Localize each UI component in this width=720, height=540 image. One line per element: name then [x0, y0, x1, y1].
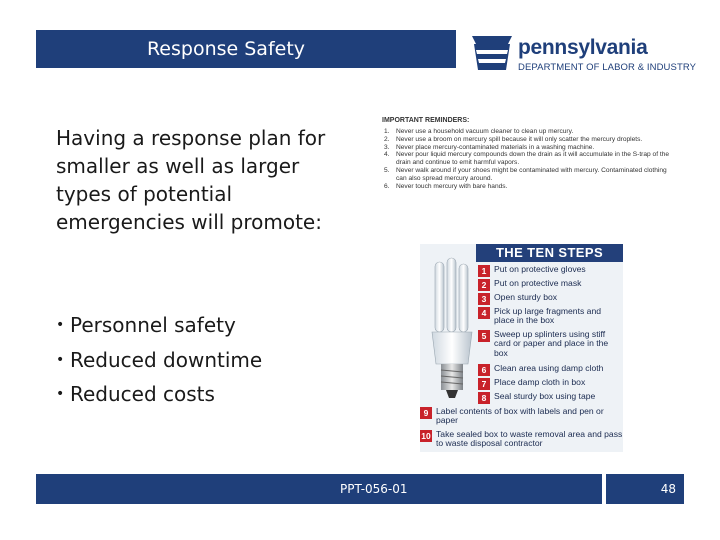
benefit-list — [56, 308, 262, 412]
step-item — [478, 330, 623, 358]
reminder-number: 3. — [384, 143, 390, 151]
step-number: 8 — [478, 392, 490, 404]
reminders-list — [380, 128, 672, 190]
step-text: Put on protective mask — [494, 278, 582, 288]
list-item: • Reduced costs — [56, 377, 262, 412]
step-text: Take sealed box to waste removal area and pass to waste disposal contractor — [436, 429, 623, 449]
list-item — [380, 144, 672, 152]
reminder-text: Never use a household vacuum cleaner to clean up mercury. — [396, 128, 574, 135]
step-text: Pick up large fragments and place in the box — [494, 306, 602, 326]
cfl-bulb-icon — [426, 256, 478, 406]
step-text: Label contents of box with labels and pen or paper — [436, 406, 604, 426]
list-item — [380, 128, 672, 136]
step-text: Seal sturdy box using tape — [494, 391, 596, 401]
step-number: 3 — [478, 293, 490, 305]
reminder-text: Never place mercury-contaminated materials in a washing machine. — [396, 143, 595, 151]
intro-text: Having a response plan for smaller as well as larger types of potential emergencies will promote: — [56, 126, 326, 234]
important-reminders-panel — [380, 117, 672, 217]
footer-document-code: PPT-056-01 — [340, 482, 408, 496]
step-text: Sweep up splinters using stiff card or paper and place in the box — [494, 329, 609, 358]
step-item — [478, 392, 623, 404]
list-item — [380, 151, 672, 167]
step-number: 6 — [478, 364, 490, 376]
step-number: 2 — [478, 279, 490, 291]
step-item — [478, 265, 623, 277]
list-item: • Personnel safety — [56, 308, 262, 343]
logo-subtitle: DEPARTMENT OF LABOR & INDUSTRY — [518, 62, 697, 73]
ten-steps-title: THE TEN STEPS — [476, 244, 623, 262]
reminder-text: Never walk around if your shoes might be contaminated with mercury. Contaminated clothing can also spread mercury around. — [396, 166, 667, 182]
step-item — [478, 378, 623, 390]
list-item — [380, 183, 672, 191]
step-text: Place damp cloth in box — [494, 377, 586, 387]
ten-steps-panel — [420, 244, 623, 452]
slide-title-bar — [36, 30, 456, 68]
reminder-number: 5. — [384, 166, 390, 174]
step-number: 9 — [420, 407, 432, 419]
step-item — [478, 364, 623, 376]
logo-wordmark: pennsylvania — [518, 36, 648, 59]
reminder-number: 4. — [384, 151, 390, 159]
list-item: • Reduced downtime — [56, 343, 262, 378]
step-item — [420, 430, 623, 449]
reminder-number: 2. — [384, 135, 390, 143]
reminder-number: 6. — [384, 182, 390, 190]
reminder-number: 1. — [384, 128, 390, 135]
footer-bar — [36, 474, 602, 504]
step-number: 1 — [478, 265, 490, 277]
slide-number: 48 — [606, 474, 684, 504]
step-item — [420, 407, 623, 426]
slide-title: Response Safety — [146, 38, 306, 60]
step-item — [478, 293, 623, 305]
step-number: 10 — [421, 431, 431, 441]
reminder-text: Never use a broom on mercury spill because it will only scatter the mercury droplets. — [396, 135, 643, 143]
step-text: Put on protective gloves — [494, 264, 586, 274]
step-number: 4 — [478, 307, 490, 319]
step-number: 5 — [478, 330, 490, 342]
step-number: 7 — [478, 378, 490, 390]
list-item — [380, 136, 672, 144]
step-text: Open sturdy box — [494, 292, 558, 302]
reminder-text: Never pour liquid mercury compounds down the drain as it will accumulate in the S-trap of the drain and continue to emit harmful vapors. — [396, 151, 670, 167]
step-item — [478, 307, 623, 326]
reminders-heading: IMPORTANT REMINDERS: — [382, 117, 470, 124]
step-text: Clean area using damp cloth — [494, 363, 604, 373]
reminder-text: Never touch mercury with bare hands. — [396, 182, 508, 190]
step-item — [478, 279, 623, 291]
list-item — [380, 167, 672, 183]
